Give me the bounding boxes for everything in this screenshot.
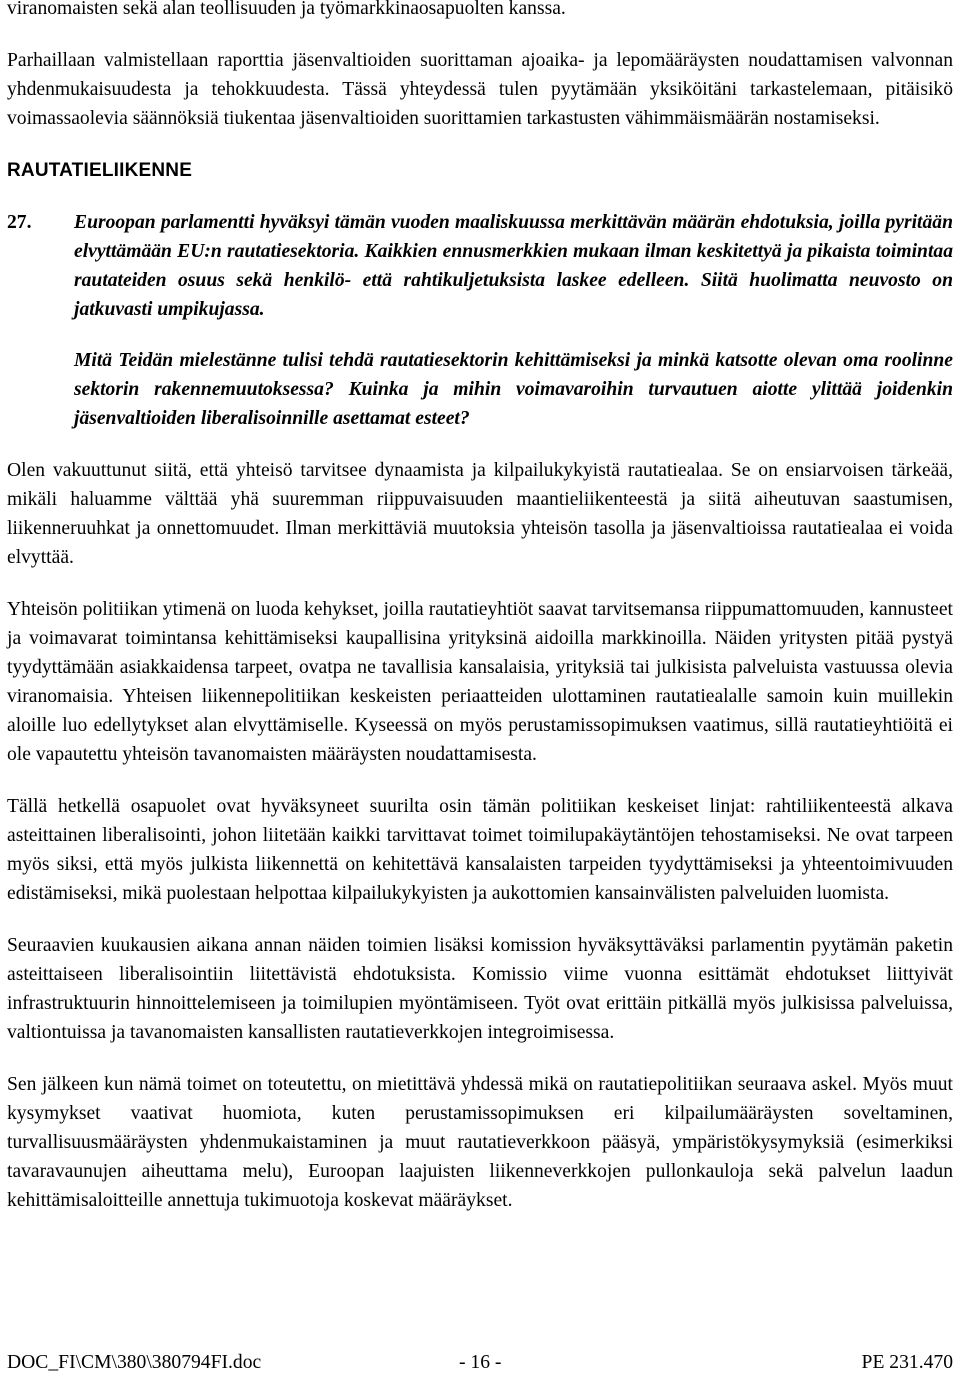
answer-paragraph-5: Sen jälkeen kun nämä toimet on toteutettu, on mietittävä yhdessä mikä on rautatiepolitiikan seuraava askel. Myös muut kysymykset vaativat huomiota, kuten perustamissopimuksen eri kilpailumääräysten soveltaminen, turvallisuusmääräysten yhdenmukaistaminen ja muut rautatieverkkoon pääsyä, ympäristökysymyksiä (esimerkiksi tavaravaunujen aiheuttama melu), Euroopan laajuisten liikenneverkkojen pullonkauloja sekä palvelun laadun kehittämisaloitteille annettuja tukimuotoja koskevat määräykset. [7,1074,953,1211]
question-paragraph-2: Mitä Teidän mielestänne tulisi tehdä rautatiesektorin kehittämiseksi ja minkä katsotte olevan oma roolinne sektorin rakennemuutoksessa? Kuinka ja mihin voimavaroihin turvautuen aiotte ylittää joidenkin jäsenvaltioiden liberalisoinnille asettamat esteet? [74,350,953,429]
page-footer [7,1349,953,1377]
question-paragraph-1: Euroopan parlamentti hyväksyi tämän vuoden maaliskuussa merkittävän määrän ehdotuksia, joilla pyritään elvyttämään EU:n rautatiesektoria. Kaikkien ennusmerkkien mukaan ilman keskitettyä ja pikaista toimintaa rautateiden osuus sekä henkilö- että rahtikuljetuksista laskee edelleen. Siitä huolimatta neuvosto on jatkuvasti umpikujassa. [74,212,953,320]
question-number: 27. [7,212,32,233]
footer-page-number: - 16 - [459,1352,502,1373]
paragraph-continued: viranomaisten sekä alan teollisuuden ja työmarkkinaosapuolten kanssa. [7,0,566,19]
question-block [7,208,953,433]
answer-paragraph-3: Tällä hetkellä osapuolet ovat hyväksyneet suurilta osin tämän politiikan keskeiset linjat: rahtiliikenteestä alkava asteittainen liberalisointi, johon liitetään kaikki tarvittavat toimet toimilupakäytäntöjen tehostamiseksi. Ne ovat tarpeen myös siksi, että myös julkista liikennettä on kehitettävä kansalaisten tarpeiden tyydyttämiseksi ja yhteentoimivuuden edistämiseksi, mikä puolestaan helpottaa kilpailukykyisten ja aukottomien kansainvälisten palveluiden luomista. [7,796,953,904]
section-heading: RAUTATIELIIKENNE [7,160,193,181]
footer-pe-reference: PE 231.470 [861,1352,953,1373]
answer-paragraph-1: Olen vakuuttunut siitä, että yhteisö tarvitsee dynaamista ja kilpailukykyistä rautatiealaa. Se on ensiarvoisen tärkeää, mikäli haluamme välttää yhä suuremman riippuvaisuuden maantieliikenteestä ja siitä aiheutuvan saastumisen, liikenneruuhkat ja onnettomuudet. Ilman merkittäviä muutoksia yhteisön tasolla ja jäsenvaltioissa rautatiealaa ei voida elvyttää. [7,460,953,568]
document-page [7,0,953,1215]
paragraph-report: Parhaillaan valmistellaan raporttia jäsenvaltioiden suorittaman ajoaika- ja lepomääräysten noudattamisen valvonnan yhdenmukaisuudesta ja tehokkuudesta. Tässä yhteydessä tulen pyytämään yksiköitäni tarkastelemaan, pitäisikö voimassaolevia säännöksiä tiukentaa jäsenvaltioiden suorittamien tarkastusten vähimmäismäärän nostamiseksi. [7,50,953,129]
answer-paragraph-4: Seuraavien kuukausien aikana annan näiden toimien lisäksi komission hyväksyttäväksi parlamentin pyytämän paketin asteittaiseen liberalisointiin liitettävistä ehdotuksista. Komissio viime vuonna esittämät ehdotukset liittyivät infrastruktuurin hinnoittelemiseen ja toimilupien myöntämiseen. Työt ovat erittäin pitkällä myös julkisissa palveluissa, valtiontuissa ja tavanomaisten kansallisten rautatieverkkojen integroimisessa. [7,935,953,1043]
answer-paragraph-2: Yhteisön politiikan ytimenä on luoda kehykset, joilla rautatieyhtiöt saavat tarvitsemansa riippumattomuuden, kannusteet ja voimavarat toimintansa kehittämiseksi kaupallisina yrityksinä aidoilla markkinoilla. Näiden yritysten pitää pystyä tyydyttämään asiakkaidensa tarpeet, ovatpa ne tavallisia kansalaisia, yrityksiä tai julkisista palveluista vastuussa olevia viranomaisia. Yhteisen liikennepolitiikan keskeisten periaatteiden ulottaminen rautatiealalle samoin kuin muillekin aloille luo edellytykset alan elvyttämiselle. Kyseessä on myös perustamissopimuksen vaatimus, sillä rautatieyhtiöitä ei ole vapautettu yhteisön tavanomaisten määräysten noudattamisesta. [7,599,953,765]
footer-doc-reference: DOC_FI\CM\380\380794FI.doc [7,1352,262,1373]
